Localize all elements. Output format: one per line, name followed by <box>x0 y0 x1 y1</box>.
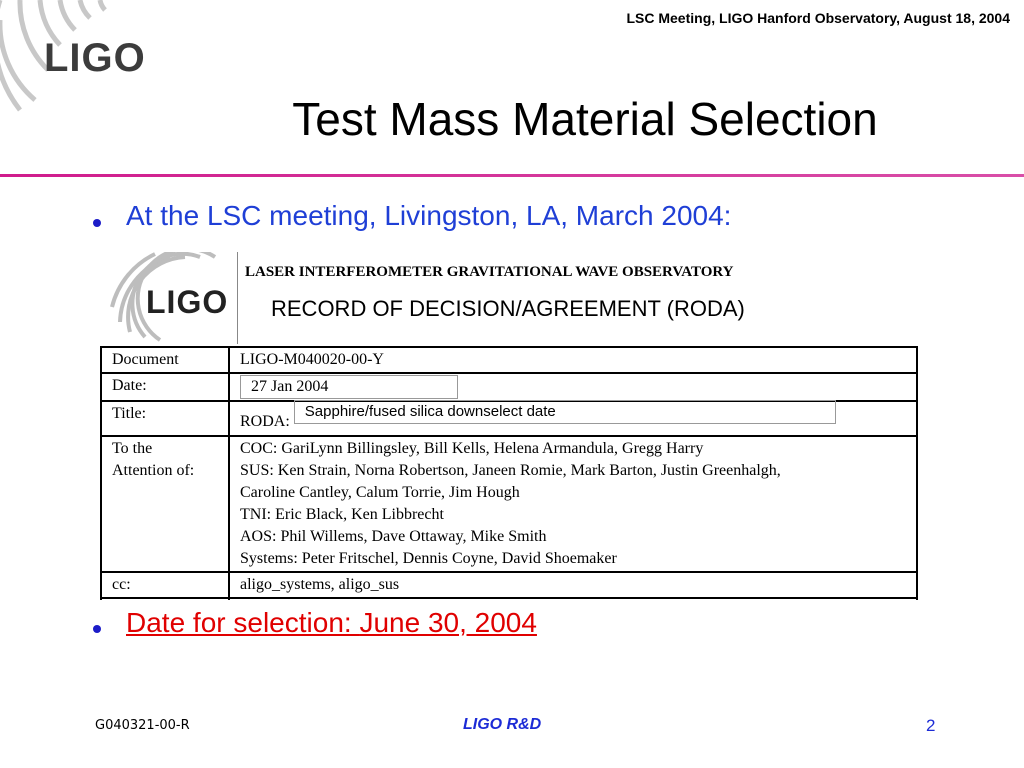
attention-line: COC: GariLynn Billingsley, Bill Kells, Helena Armandula, Gregg Harry <box>240 440 704 457</box>
page-number: 2 <box>926 716 936 735</box>
bullet-dot-icon <box>93 625 101 633</box>
roda-document-image <box>100 250 920 600</box>
table-row <box>101 347 917 373</box>
doc-heading: RECORD OF DECISION/AGREEMENT (RODA) <box>271 296 745 321</box>
attention-label-2: Attention of: <box>112 462 195 479</box>
footer-center: LIGO R&D <box>463 716 542 733</box>
title-value: Sapphire/fused silica downselect date <box>294 400 836 424</box>
doc-ligo-logo: LIGO <box>146 284 229 320</box>
table-row <box>101 598 917 600</box>
doc-header-divider <box>237 252 238 344</box>
title-divider <box>0 174 1024 177</box>
footer-doc-id: G040321-00-R <box>95 718 190 733</box>
cc-label: cc: <box>101 572 229 598</box>
slide-title: Test Mass Material Selection <box>292 93 878 145</box>
attention-line: Systems: Peter Fritschel, Dennis Coyne, David Shoemaker <box>240 550 617 567</box>
cc-value: aligo_systems, aligo_sus <box>229 572 917 598</box>
attention-line: TNI: Eric Black, Ken Libbrecht <box>240 506 444 523</box>
date-value: 27 Jan 2004 <box>240 375 458 399</box>
table-row <box>101 373 917 401</box>
date-label: Date: <box>101 373 229 401</box>
table-row <box>101 436 917 572</box>
document-value: LIGO-M040020-00-Y <box>229 347 917 373</box>
ligo-logo: LIGO <box>44 36 146 80</box>
selection-label: Date for selection: <box>126 607 360 638</box>
table-row <box>101 572 917 598</box>
selection-date: June 30, 2004 <box>359 607 537 638</box>
bullet-dot-icon <box>93 219 101 227</box>
bullet-meeting: At the LSC meeting, Livingston, LA, March 2004: <box>126 200 732 231</box>
meeting-header: LSC Meeting, LIGO Hanford Observatory, August 18, 2004 <box>626 10 1010 26</box>
doc-organization: LASER INTERFEROMETER GRAVITATIONAL WAVE OBSERVATORY <box>245 264 734 280</box>
table-row <box>101 401 917 436</box>
attention-line: Caroline Cantley, Calum Torrie, Jim Hough <box>240 484 520 501</box>
document-label: Document <box>101 347 229 373</box>
attention-line: AOS: Phil Willems, Dave Ottaway, Mike Smith <box>240 528 547 545</box>
attention-label-1: To the <box>112 440 153 457</box>
title-label: Title: <box>101 401 229 436</box>
attention-line: SUS: Ken Strain, Norna Robertson, Janeen Romie, Mark Barton, Justin Greenhalgh, <box>240 462 781 479</box>
bullet-selection-date <box>126 607 537 639</box>
title-prefix: RODA: <box>240 413 290 430</box>
roda-table <box>100 346 918 600</box>
